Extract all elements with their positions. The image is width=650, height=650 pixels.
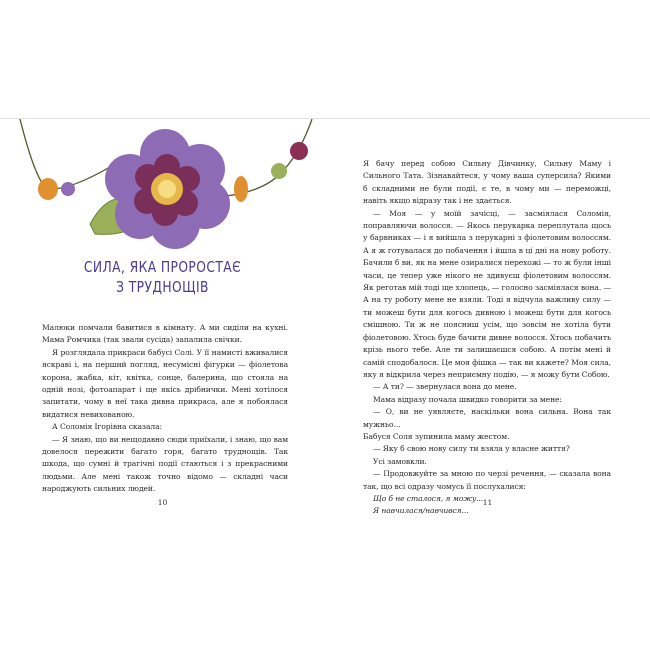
paragraph: Бабуся Соля зупинила маму жестом.: [363, 431, 510, 441]
right-page: [325, 119, 650, 519]
paragraph: Я розглядала прикраси бабусі Солі. У її намисті вживалися яскраві і, на перший погляд, несумісні фігурки — фіолетова корона, жабка, кіт, квітка, сонце, балерина, що стояла на одній нозі, фотоапарат і ще якісь дрібнички. Мені хотілося запитати, чому в неї така дивна прикраса, але я побоялася видатися невихованою.: [42, 347, 288, 419]
paragraph: — Я знаю, що ви нещодавно сюди приїхали, і знаю, що вам довелося пережити багато горя, багато труднощів. Так шкода, що сумні й трагічні події стаються і з прекрасними людьми. Але мені також точно відомо — складні часи народжують сильних людей.: [42, 434, 288, 494]
paragraph: — А ти? — звернулася вона до мене.: [373, 382, 517, 392]
chapter-title-line-1: СИЛА, ЯКА ПРОРОСТАЄ: [83, 258, 242, 276]
paragraph: Малюки помчали бавитися в кімнату. А ми сиділи на кухні. Мама Ромчика (так звали сусіда) запалила свічки.: [42, 323, 288, 345]
paragraph: — Моя — у моїй зачісці, — засміялася Соломія, поправляючи волосся. — Якось перукарка переплутала щось у барвниках — і я вийшла з перукарні з фіолетовим волоссям. А я ж готувалася до побачення і йшла в ці дні на нову роботу. Бачили б ви, як на мене озиралися перехожі — то ж були інші часи, це тепер уже нікого не здивуєш фіолетовим волоссям. Як реготав мій тоді ще хлопець, — голосно засміялася вона. — А на ту роботу мене не взяли. Тоді я відчула важливу силу — ти можеш бути для когось дивною і можеш бути для когось смішною. Ти ж не поясниш усім, що зовсім не хотіла бути фіолетовою. Хтось буде бачити дивне волосся. Хтось побачить крізь нього тебе. Але ти залишаєшся собою. А потім мені й самій сподобалося. Це моя фішка — так ви кажете? Моя сила, яку я відкрила через неприємну подію, — я можу бути Собою.: [363, 208, 611, 379]
paragraph: Я бачу перед собою Сильну Дівчинку, Сильну Маму і Сильного Тата. Зізнавайтеся, у чому ваша суперсила? Якими б складними не були події, є те, в чому ми — переможці, навіть якщо відразу так і не здається.: [363, 159, 611, 206]
paragraph: Усі замовкли.: [373, 456, 427, 466]
left-body-text: [42, 322, 288, 496]
page-number: 10: [157, 498, 168, 507]
right-body-text: [363, 158, 611, 518]
paragraph: Мама відразу почала швидко говорити за мене:: [373, 394, 562, 404]
left-page: [0, 119, 325, 519]
paragraph: — Яку б свою нову силу ти взяла у власне життя?: [373, 444, 570, 454]
chapter-title: [29, 257, 296, 297]
italic-prompt: Я навчилася/навчився...: [373, 506, 469, 516]
paragraph: А Соломія Ігорівна сказала:: [52, 422, 163, 432]
paragraph: — Продовжуйте за мною по черзі речення, — сказала вона так, що всі одразу чомусь її послухалися:: [363, 469, 611, 491]
page-number: 11: [482, 498, 493, 507]
chapter-title-line-2: З ТРУДНОЩІВ: [116, 278, 209, 296]
italic-prompt: Що б не сталося, я можу...: [373, 493, 484, 503]
paragraph: — О, ви не уявляєте, наскільки вона сильна. Вона так мужньо...: [363, 407, 611, 429]
